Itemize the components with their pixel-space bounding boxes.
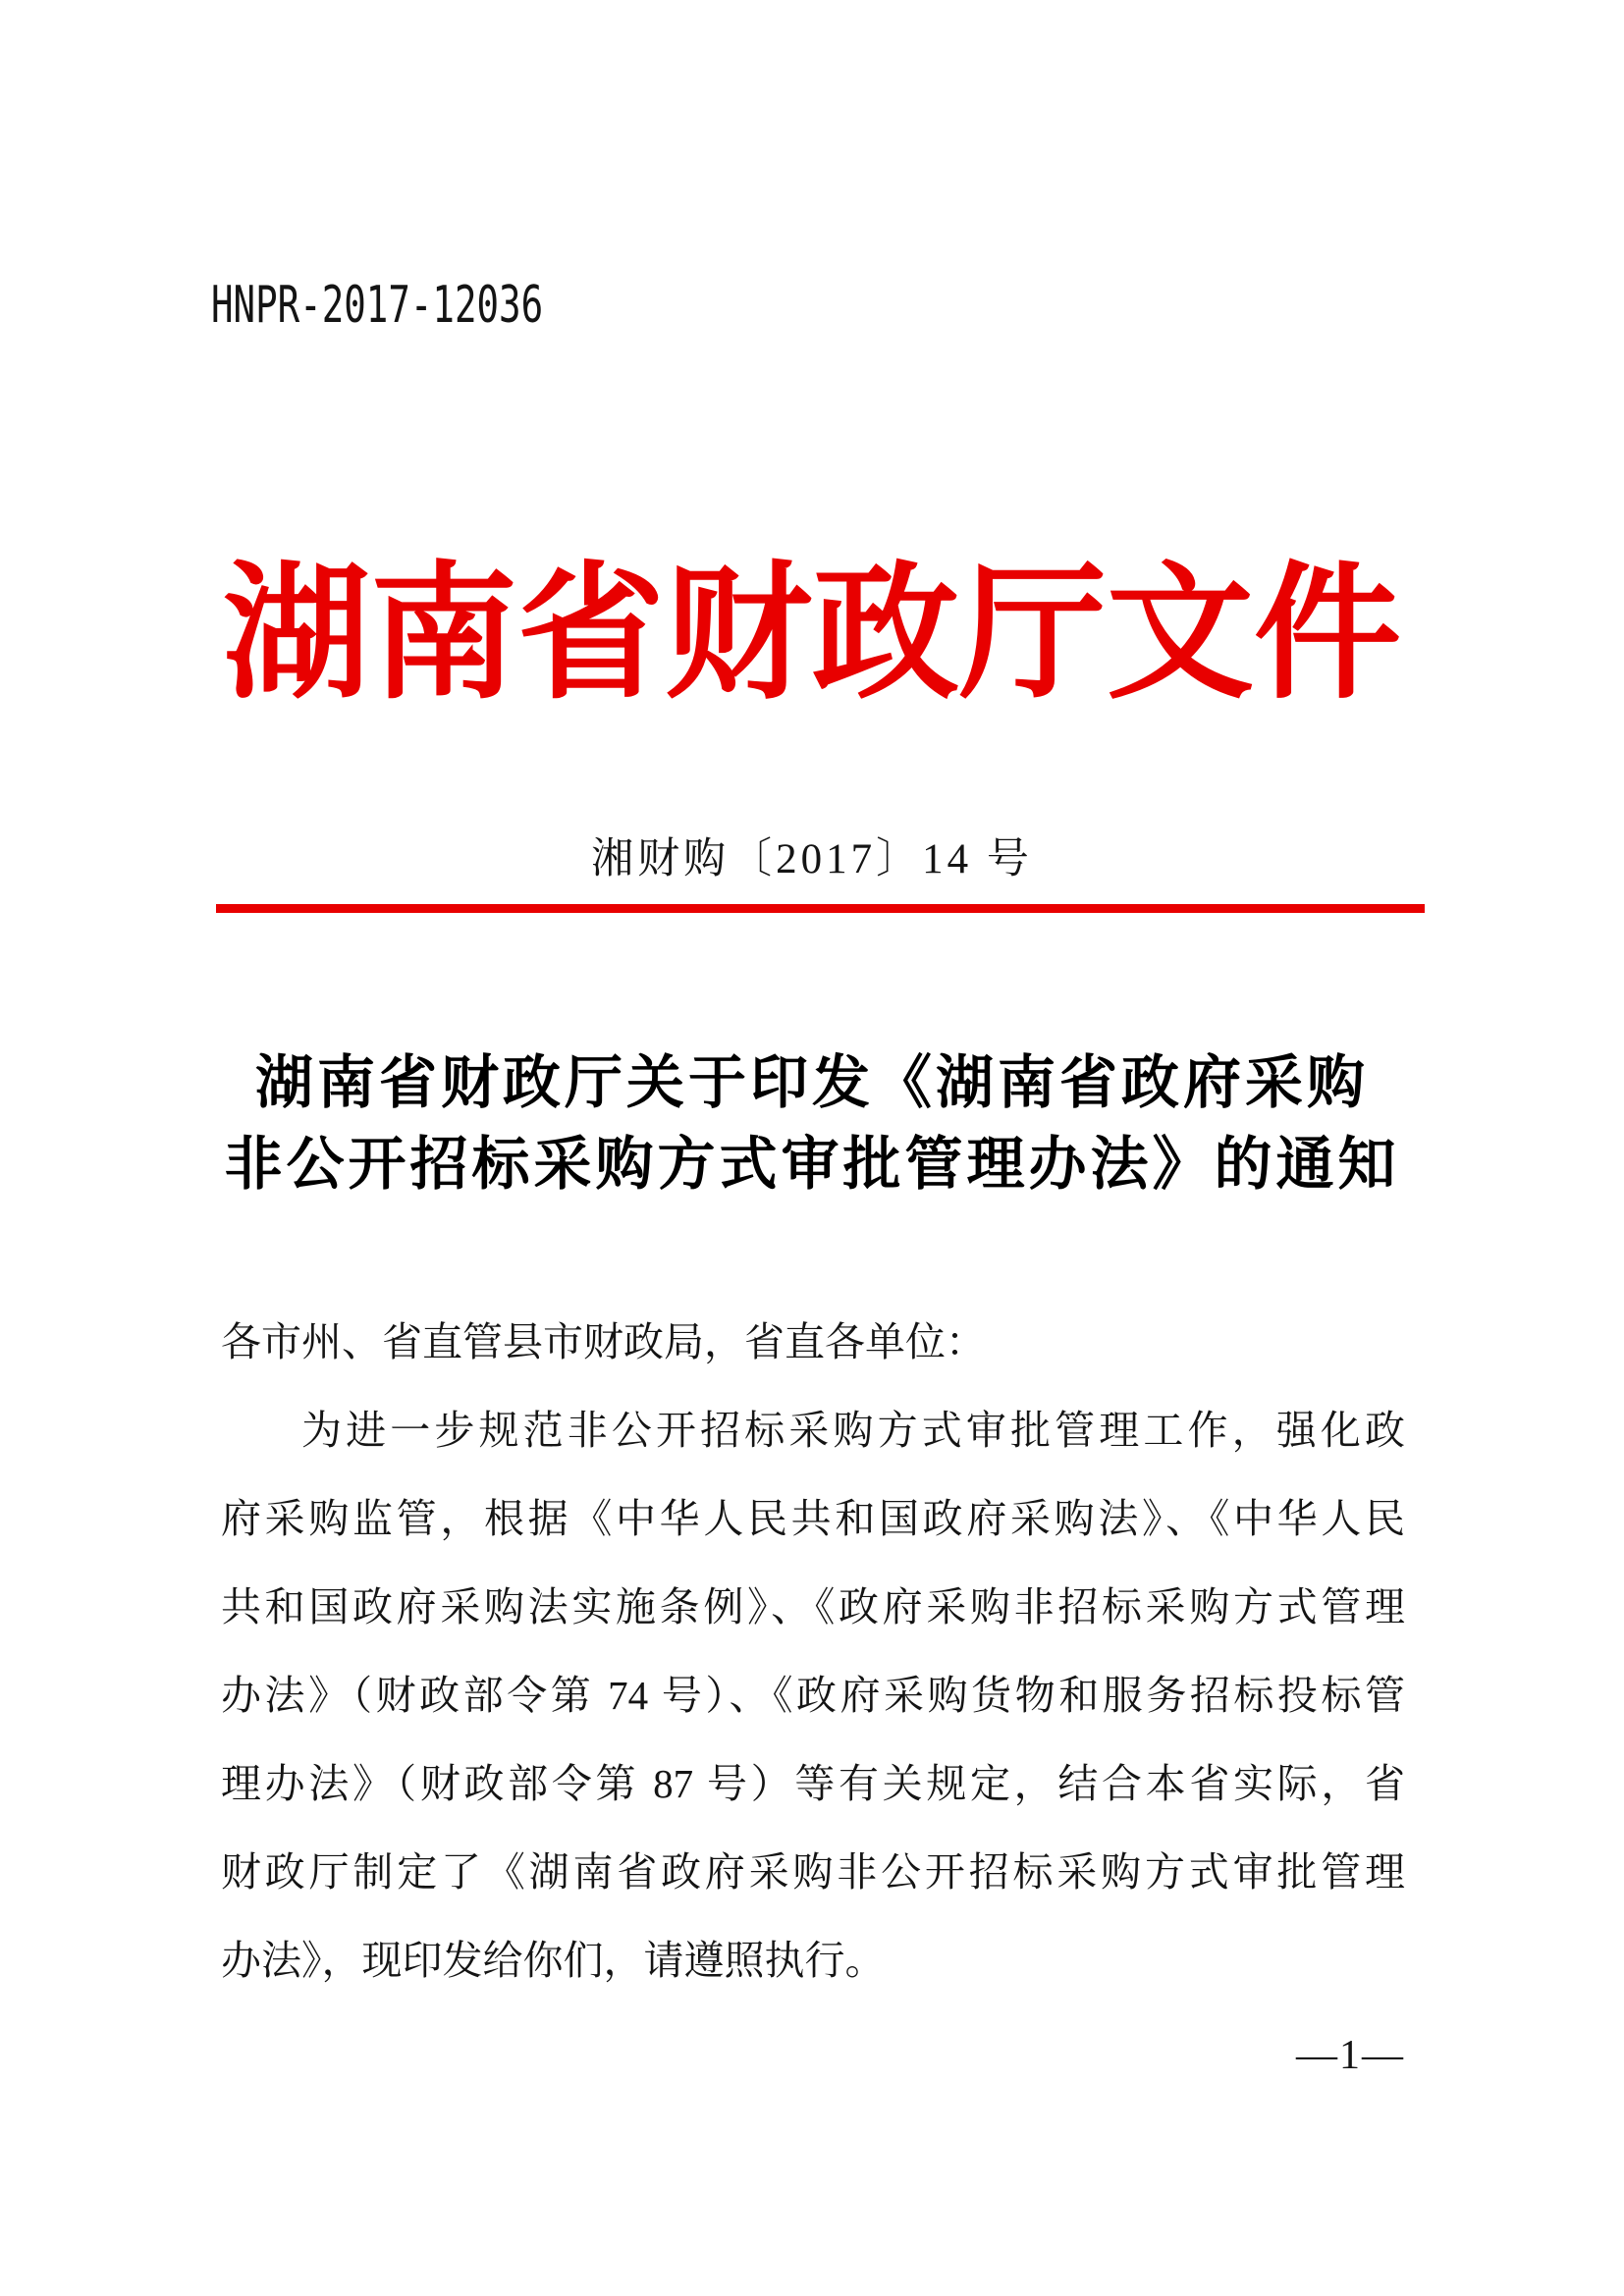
body-line: 财政厅制定了《湖南省政府采购非公开招标采购方式审批管理: [221, 1849, 1405, 1895]
body-line: 共和国政府采购法实施条例》、《政府采购非招标采购方式管理: [221, 1584, 1405, 1629]
notice-title: [0, 1042, 1624, 1205]
registration-code: HNPR-2017-12036: [211, 276, 544, 335]
agency-masthead-title: 湖南省财政厅文件: [222, 554, 1401, 717]
body-line: 为进一步规范非公开招标采购方式审批管理工作，强化政: [301, 1408, 1405, 1453]
notice-title-line-2: 非公开招标采购方式审批管理办法》的通知: [224, 1132, 1400, 1197]
body-line: 理办法》（财政部令第 87 号）等有关规定，结合本省实际，省: [221, 1761, 1405, 1806]
notice-title-line-1: 湖南省财政厅关于印发《湖南省政府采购: [254, 1050, 1369, 1115]
page-number: —1—: [1296, 2033, 1405, 2078]
salutation-line: 各市州、省直管县市财政局，省直各单位：: [221, 1319, 986, 1364]
body-line: 府采购监管，根据《中华人民共和国政府采购法》、《中华人民: [221, 1496, 1405, 1541]
body-text: [221, 1298, 1405, 2004]
body-line: 办法》，现印发给你们，请遵照执行。: [221, 1938, 886, 1983]
body-line: 办法》（财政部令第 74 号）、《政府采购货物和服务招标投标管: [221, 1673, 1405, 1718]
document-number: 湘财购〔2017〕14 号: [591, 836, 1033, 882]
masthead-divider-rule: [216, 904, 1425, 913]
